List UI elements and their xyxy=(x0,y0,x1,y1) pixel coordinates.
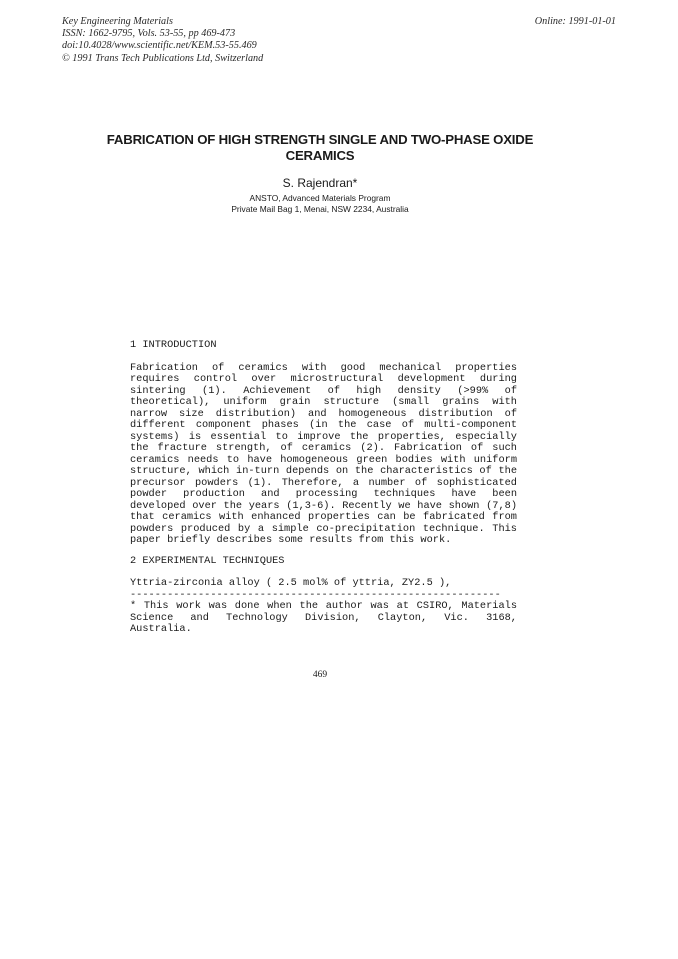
paper-body xyxy=(130,340,517,636)
affiliation-line-1: ANSTO, Advanced Materials Program xyxy=(249,193,391,203)
page-number: 469 xyxy=(312,670,328,680)
footnote: * This work was done when the author was at CSIRO, Materials Science and Technology Division, Clayton, Vic. 3168, Australia. xyxy=(130,600,517,635)
journal-header xyxy=(62,16,263,65)
paper-title xyxy=(100,132,540,164)
online-date: Online: 1991-01-01 xyxy=(534,16,616,27)
intro-paragraph: Fabrication of ceramics with good mechanical properties requires control over microstructural development during sintering (1). Achievement of high density (>99% of theoretical), uniform grain structure (small grains with narrow size distribution) and homogeneous distribution of different component phases (in the case of multi-component systems) is essential to improve the properties, especially the fracture strength, of ceramics (2). Fabrication of such ceramics needs to have homogeneous green bodies with uniform structure, which in-turn depends on the characteristics of the precursor powders (1). Therefore, a number of sophisticated powder production and processing techniques have been developed over the years (1,3-6). Recently we have shown (7,8) that ceramics with enhanced properties can be fabricated from powders produced by a simple co-precipitation technique. This paper briefly describes some results from this work. xyxy=(130,361,517,546)
copyright-line: © 1991 Trans Tech Publications Ltd, Switzerland xyxy=(62,52,264,64)
title-line-1: FABRICATION OF HIGH STRENGTH SINGLE AND TWO-PHASE OXIDE xyxy=(106,132,534,147)
footnote-separator: ------------------------------------------------------------ xyxy=(130,589,501,601)
doi-line: doi:10.4028/www.scientific.net/KEM.53-55.469 xyxy=(62,40,257,52)
affiliation xyxy=(0,193,640,214)
issn-line: ISSN: 1662-9795, Vols. 53-55, pp 469-473 xyxy=(62,28,236,40)
journal-name: Key Engineering Materials xyxy=(62,16,173,27)
experimental-paragraph: Yttria-zirconia alloy ( 2.5 mol% of yttria, ZY2.5 ), xyxy=(130,577,452,589)
affiliation-line-2: Private Mail Bag 1, Menai, NSW 2234, Australia xyxy=(231,203,409,214)
author-name: S. Rajendran* xyxy=(282,176,358,190)
title-line-2: CERAMICS xyxy=(285,148,355,163)
experimental-heading: 2 EXPERIMENTAL TECHNIQUES xyxy=(130,554,285,567)
intro-heading: 1 INTRODUCTION xyxy=(130,339,217,351)
